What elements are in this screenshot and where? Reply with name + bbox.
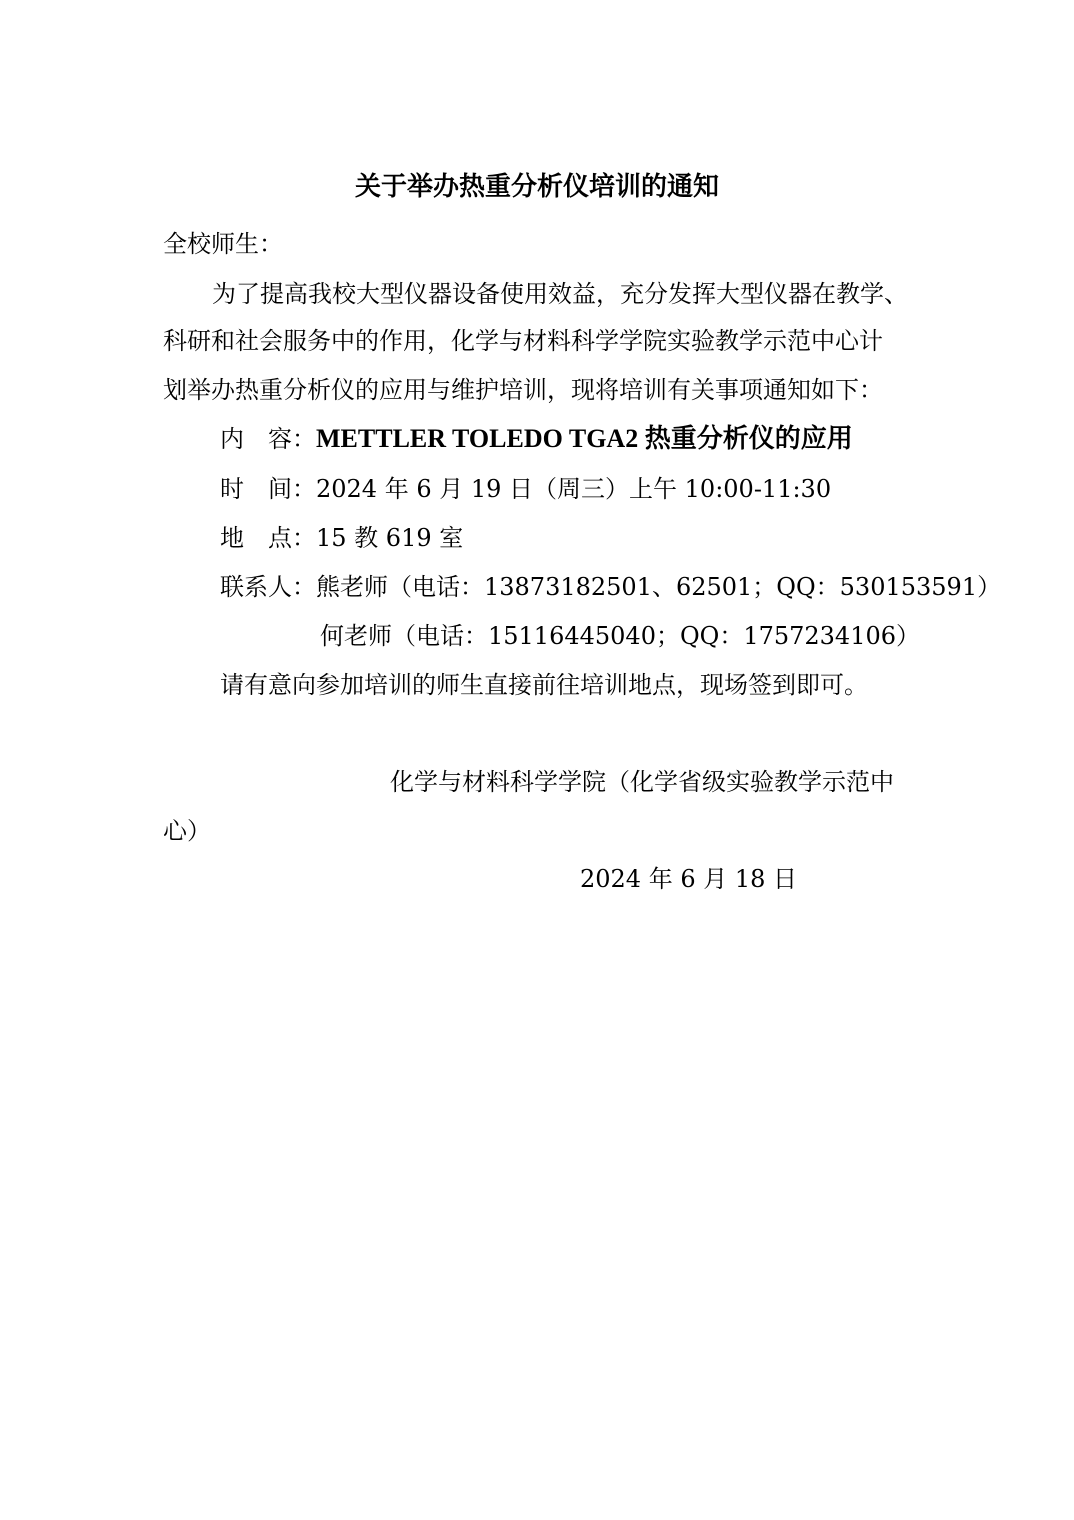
contact-row-1 xyxy=(220,571,1001,603)
salutation: 全校师生： xyxy=(163,230,283,258)
document-title: 关于举办热重分析仪培训的通知 xyxy=(354,172,719,202)
place-value: 15 教 619 室 xyxy=(316,524,464,552)
contact-1-value: 熊老师（电话：13873182501、62501；QQ：530153591） xyxy=(316,573,1002,601)
content-value: METTLER TOLEDO TGA2 热重分析仪的应用 xyxy=(316,424,853,453)
time-row xyxy=(220,473,831,505)
content-row xyxy=(220,423,853,455)
intro-line-3: 划举办热重分析仪的应用与维护培训，现将培训有关事项通知如下： xyxy=(163,376,883,404)
contact-row-2: 何老师（电话：15116445040；QQ：1757234106） xyxy=(320,622,921,650)
contact-label: 联系人： xyxy=(220,573,316,601)
place-label: 地 点： xyxy=(220,524,316,552)
time-label: 时 间： xyxy=(220,475,316,503)
content-label: 内 容： xyxy=(220,425,316,453)
intro-line-2: 科研和社会服务中的作用，化学与材料科学学院实验教学示范中心计 xyxy=(163,327,883,355)
signature-date: 2024 年 6 月 18 日 xyxy=(580,865,798,893)
place-row xyxy=(220,522,463,554)
signature-org-line-1: 化学与材料科学学院（化学省级实验教学示范中 xyxy=(390,768,894,796)
signature-org-line-2: 心） xyxy=(163,817,211,845)
time-value: 2024 年 6 月 19 日（周三）上午 10:00-11:30 xyxy=(316,475,832,503)
intro-line-1: 为了提高我校大型仪器设备使用效益，充分发挥大型仪器在教学、 xyxy=(212,280,908,308)
closing-line: 请有意向参加培训的师生直接前往培训地点，现场签到即可。 xyxy=(220,671,868,699)
